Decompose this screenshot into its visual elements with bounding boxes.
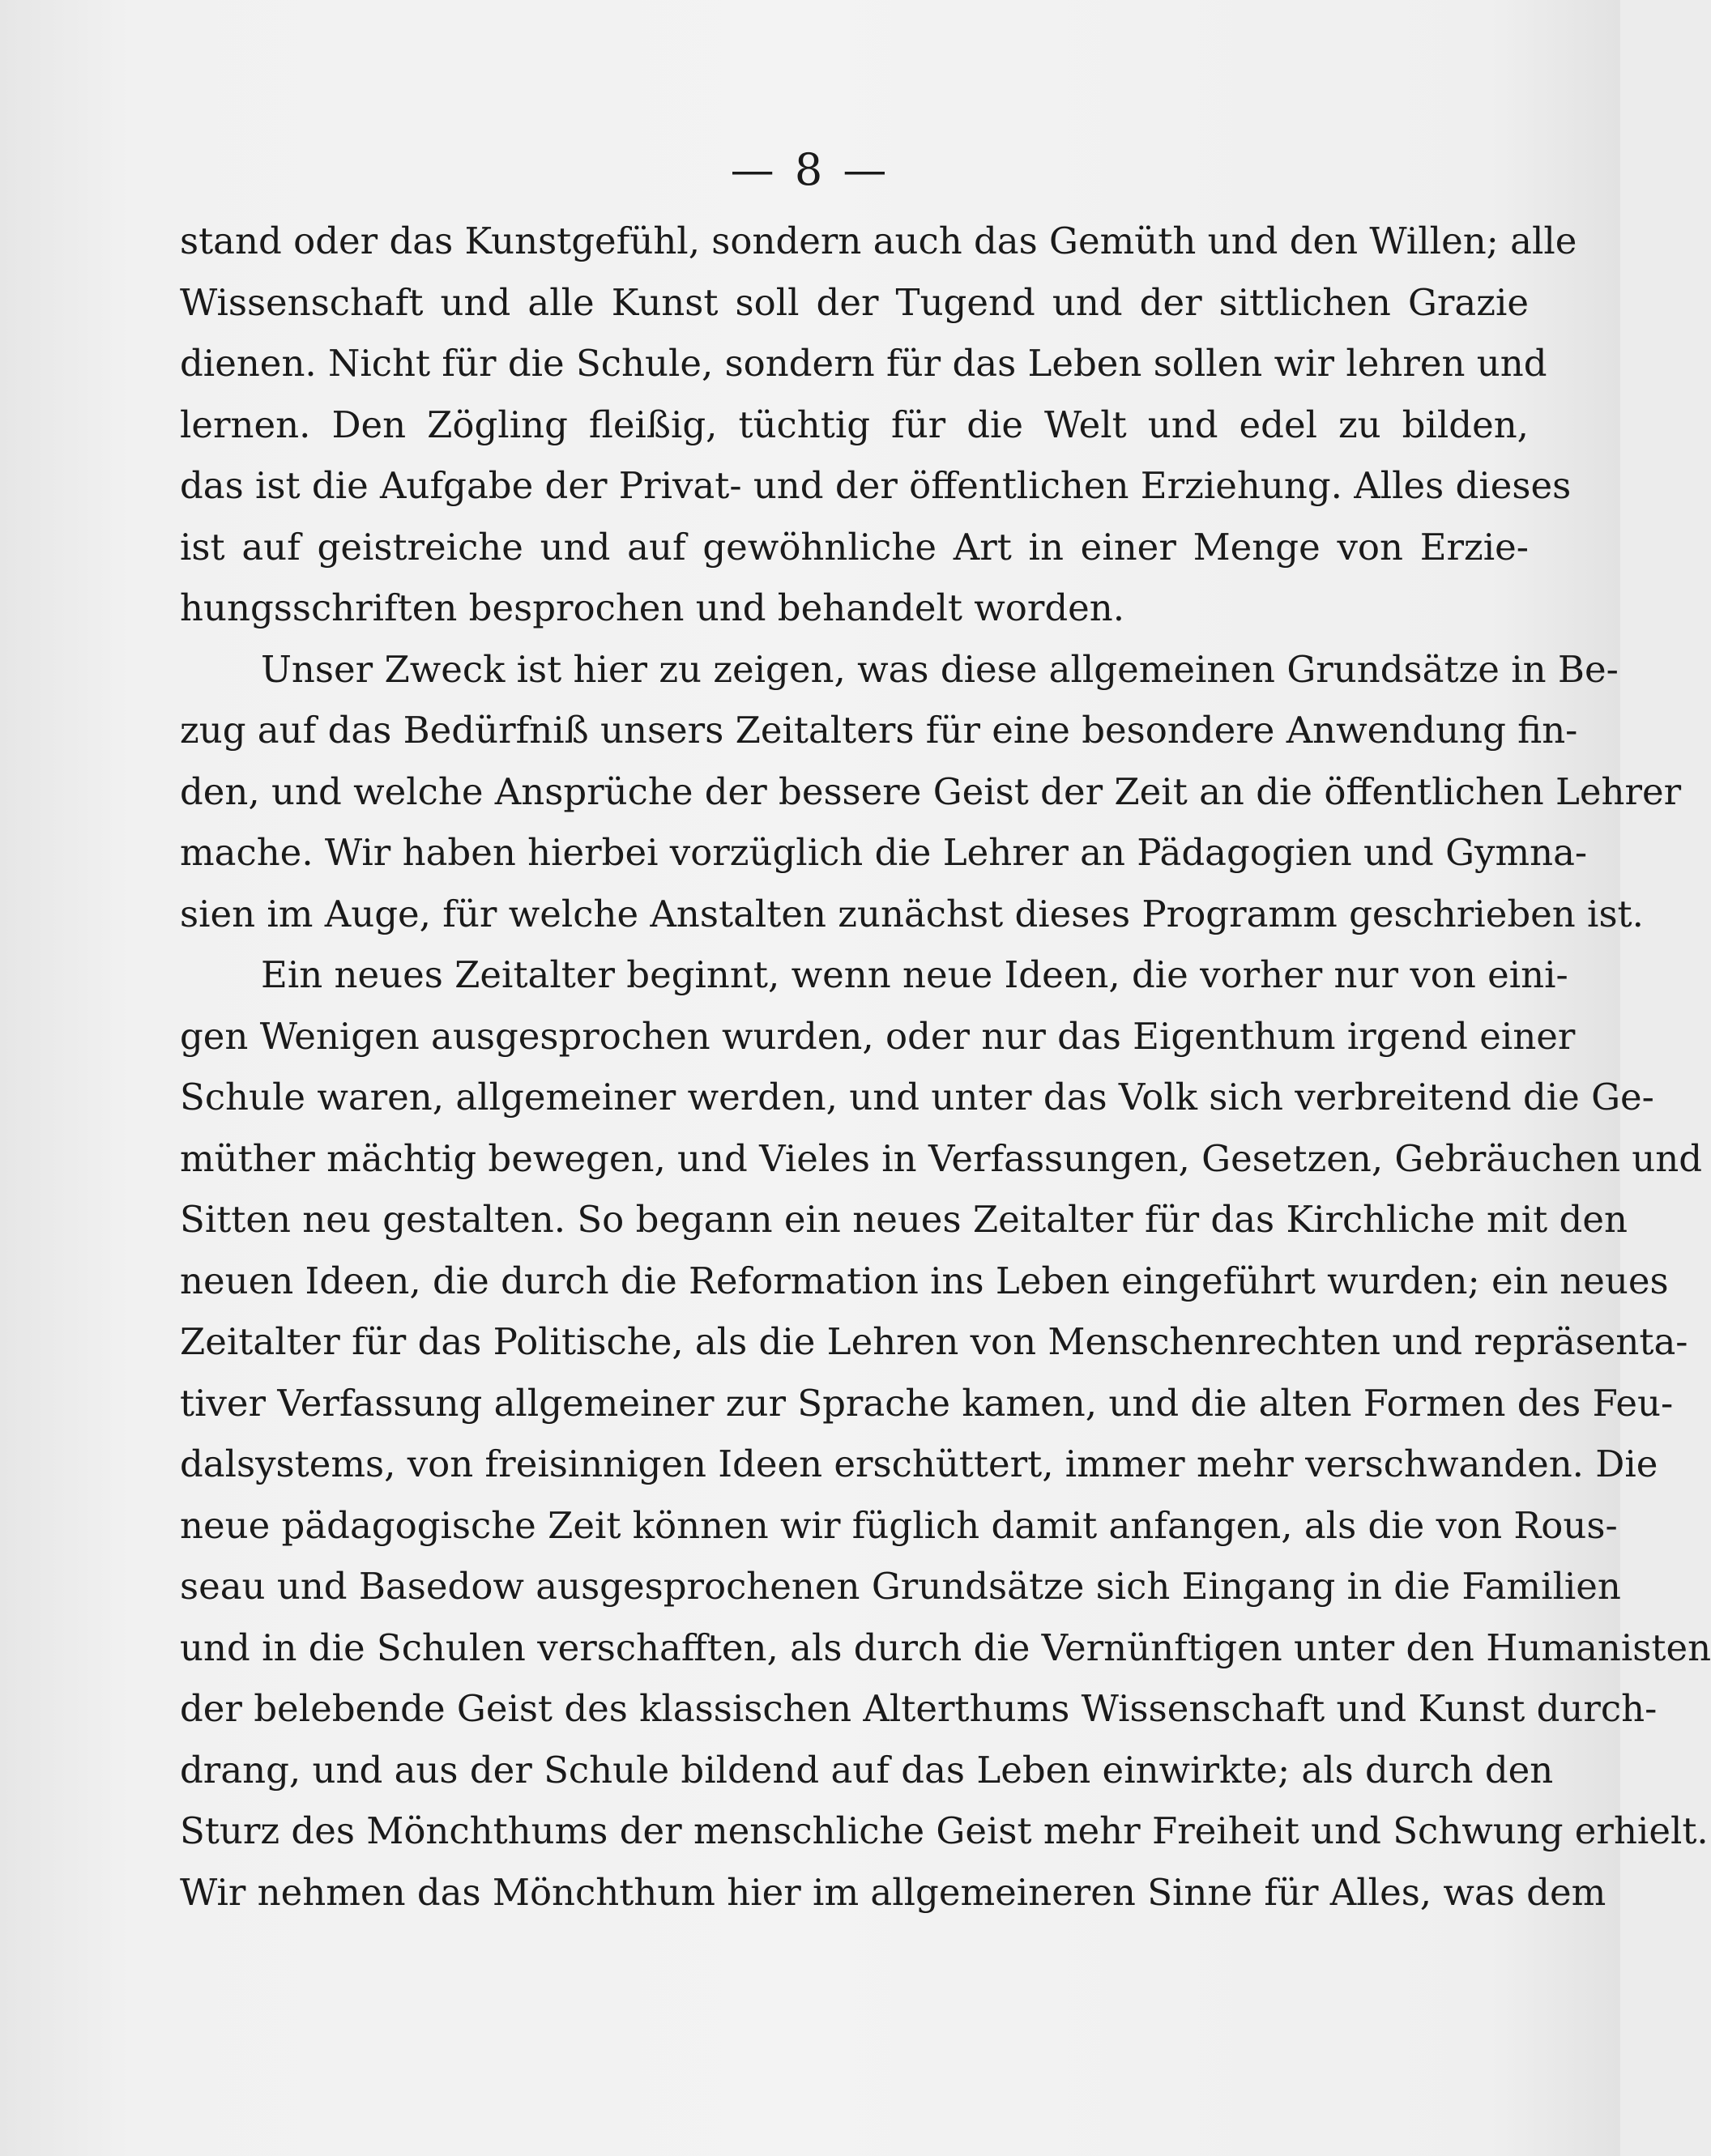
text-line: dienen. Nicht für die Schule, sondern für das Leben sollen wir lehren und [180, 342, 1547, 385]
text-line: drang, und aus der Schule bildend auf das Leben einwirkte; als durch den [180, 1748, 1554, 1792]
text-line: hungsschriften besprochen und behandelt worden. [180, 586, 1125, 629]
text-line: Wir nehmen das Mönchthum hier im allgemeineren Sinne für Alles, was dem [180, 1870, 1606, 1914]
text-line: stand oder das Kunstgefühl, sondern auch das Gemüth und den Willen; alle [180, 219, 1577, 262]
text-line: Wissenschaft und alle Kunst soll der Tugend und der sittlichen Grazie [180, 280, 1529, 324]
text-line: Zeitalter für das Politische, als die Lehren von Menschenrechten und repräsenta- [180, 1320, 1688, 1363]
text-line: und in die Schulen verschafften, als durch die Vernünftigen unter den Humanisten [180, 1626, 1711, 1669]
text-line: neue pädagogische Zeit können wir füglich damit anfangen, als die von Rous- [180, 1503, 1618, 1547]
text-line: müther mächtig bewegen, und Vieles in Verfassungen, Gesetzen, Gebräuchen und [180, 1136, 1703, 1180]
text-line: Schule waren, allgemeiner werden, und unter das Volk sich verbreitend die Ge- [180, 1076, 1654, 1118]
text-line: neuen Ideen, die durch die Reformation ins Leben eingeführt wurden; ein neues [180, 1259, 1669, 1302]
page-number: — 8 — [730, 144, 890, 195]
text-line: tiver Verfassung allgemeiner zur Sprache kamen, und die alten Formen des Feu- [180, 1381, 1674, 1425]
text-line: der belebende Geist des klassischen Alterthums Wissenschaft und Kunst durch- [180, 1687, 1658, 1730]
text-line: das ist die Aufgabe der Privat- und der öffentlichen Erziehung. Alles dieses [180, 464, 1572, 507]
text-line: gen Wenigen ausgesprochen wurden, oder nur das Eigenthum irgend einer [180, 1014, 1576, 1058]
text-line: den, und welche Ansprüche der bessere Geist der Zeit an die öffentlichen Lehrer [180, 769, 1682, 813]
text-line: ist auf geistreiche und auf gewöhnliche Art in einer Menge von Erzie- [180, 525, 1529, 569]
paragraph-start-line: Unser Zweck ist hier zu zeigen, was diese allgemeinen Grundsätze in Be- [261, 647, 1619, 691]
text-line: lernen. Den Zögling fleißig, tüchtig für die Welt und edel zu bilden, [180, 403, 1529, 446]
text-line: zug auf das Bedürfniß unsers Zeitalters für eine besondere Anwendung fin- [180, 709, 1578, 752]
text-line: sien im Auge, für welche Anstalten zunächst dieses Programm geschrieben ist. [180, 892, 1644, 935]
text-line: seau und Basedow ausgesprochenen Grundsätze sich Eingang in die Familien [180, 1565, 1621, 1608]
text-line: mache. Wir haben hierbei vorzüglich die Lehrer an Pädagogien und Gymna- [180, 831, 1588, 874]
text-line: Sturz des Mönchthums der menschliche Geist mehr Freiheit und Schwung erhielt. [180, 1809, 1709, 1852]
text-line: Sitten neu gestalten. So begann ein neues Zeitalter für das Kirchliche mit den [180, 1198, 1628, 1241]
body-text [180, 211, 1711, 1923]
paragraph-start-line: Ein neues Zeitalter beginnt, wenn neue Ideen, die vorher nur von eini- [261, 953, 1568, 996]
text-line: dalsystems, von freisinnigen Ideen erschüttert, immer mehr verschwanden. Die [180, 1442, 1658, 1485]
